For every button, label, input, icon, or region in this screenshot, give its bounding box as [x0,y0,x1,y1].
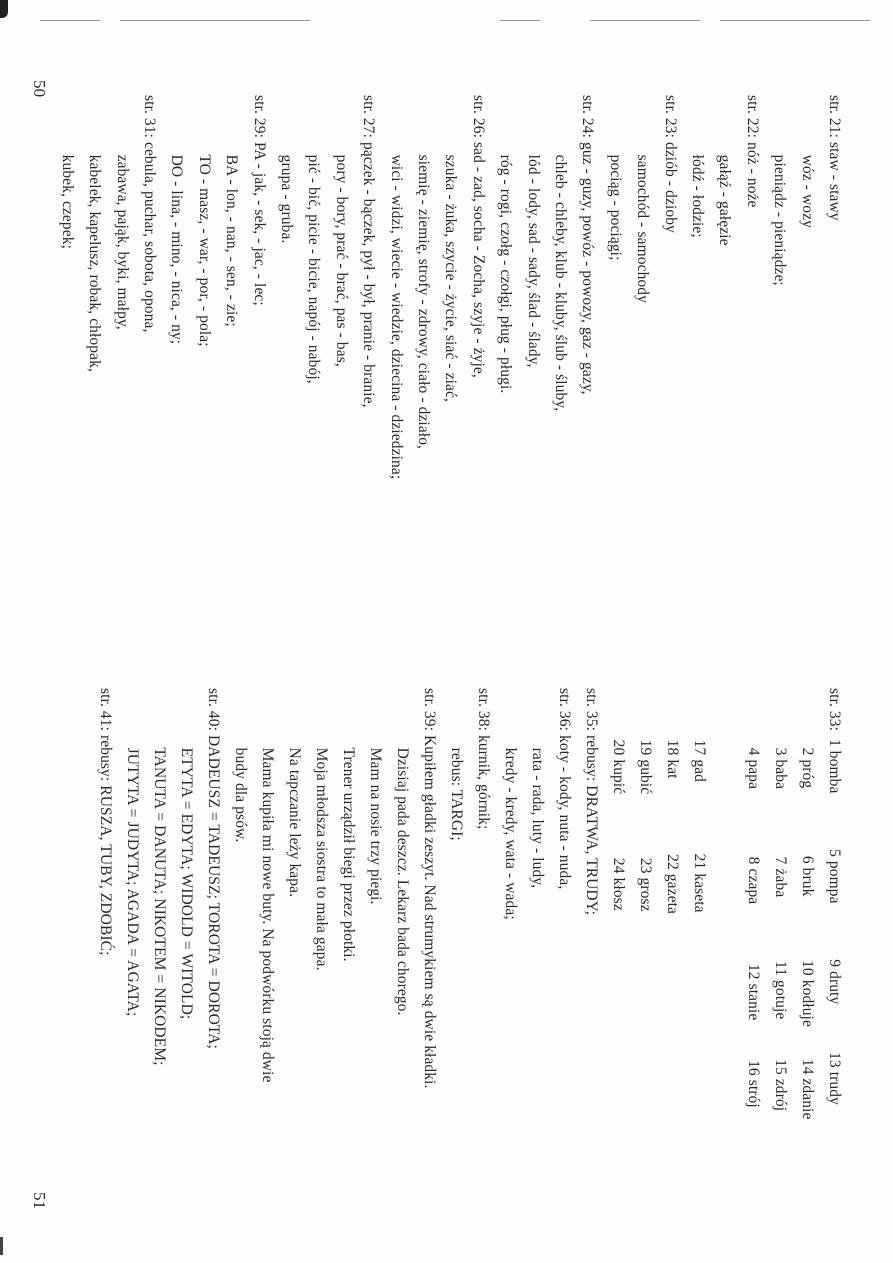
text-line: str. 24: guz - guzy, powóz - powozy, gaz - gazy, [579,95,597,395]
text-line: zabawa, pająk, byki, małpy, [113,95,131,330]
left-page-number: 50 [30,80,49,98]
text-line: wici - widzi, wiecie - wiedzie, dziecina - dziedzina; [387,95,405,480]
scan-line [120,20,310,21]
text-line: str. 39: Kupiłem gładki zeszyt. Nad strumykiem są dwie kładki. [421,688,438,1089]
text-line: samochód - samochody [634,95,652,303]
text-line: kredy - kredy, wata - wada; [502,688,519,920]
text-line: wóz - wozy [798,95,816,228]
text-line: siemię - ziemię, strofy - zdrowy, ciało - działo, [415,95,432,450]
text-line: 18 kat 22 gazeta [664,688,681,914]
text-line: kubek, czepek; [58,95,76,249]
text-line: gałąź - gałęzie [716,95,734,246]
text-line [715,688,737,1248]
text-line: rebus: TARGI; [448,688,465,841]
text-line: str. 36: koty - kody, nuta - nuda, [556,688,573,890]
text-line: 2 próg 6 bruk 10 kodłuje 14 zdanie [799,688,816,1120]
text-line: 19 gubić 23 grosz [637,688,654,912]
text-line: róg - rogi, czołg - czołgi, pług - pługi. [497,95,515,394]
text-line: chleb - chleby, klub - kluby, ślub - śluby, [552,95,569,412]
text-line: pieniądz - pieniądze; [771,95,789,286]
text-line: 17 gad 21 kaseta [691,688,708,913]
right-page-number: 51 [30,1192,49,1210]
scan-edge-mark [0,1237,3,1255]
text-line: szuka - żuka, szycie - życie, siać - ziać, [442,95,460,402]
text-line: JUTYTA = JUDYTA; AGADA = AGATA; [124,688,141,1017]
text-line: grupa - gruba. [278,95,295,244]
scan-line [40,20,100,21]
text-line: Mam na nosie trzy piegi. [367,688,384,905]
text-line: TO - masz, - war, - por, - pola; [195,95,213,347]
text-line: pić - bić, picie - bicie, napój - nabój, [305,95,323,384]
scan-corner-mark [0,0,8,18]
text-line: Moja młodsza siostra to mała gapa. [313,688,330,971]
text-line: DO - lina, - mino, - nica, - ny; [168,95,186,345]
text-line: str. 23: dziób - dzioby [661,95,679,233]
text-line: 3 baba 7 żaba 11 gotuje 15 zdrój [772,688,789,1112]
text-line: str. 38: kurnik, górnik; [475,688,492,830]
text-line: str. 26: sad - zad, socha - Zocha, szyje - żyje, [469,95,487,378]
text-line: str. 29: PA - jak, - sek, - jac, - lec; [250,95,268,306]
text-line: budy dla psów. [232,688,249,843]
text-line: kabelek, kapelusz, robak, chłopak, [86,95,104,372]
text-line: Mama kupiła mi nowe buty. Na podwórku stoją dwie [259,688,276,1083]
text-line: BA - lon, - nan, - sen, - zie; [223,95,241,327]
text-line: str. 41: rebusy: RUSZA, TUBY, ZDOBIĆ; [97,688,114,956]
text-line: Na tapczanie leży kapa. [286,688,303,898]
text-line: str. 40: DADEUSZ = TADEUSZ; TOROTA = DOROTA; [205,688,222,1049]
scan-line [720,20,870,21]
text-line: Trener urządził biegi przez płotki. [340,688,357,962]
text-line: str. 21: staw - stawy [826,95,843,221]
text-line: pociąg - pociągi; [606,95,624,261]
text-line: str. 35: rebusy: DRATWA, TRUDY; [583,688,600,916]
text-line: ETYTA = EDYTA; WIDOLD = WITOLD; [178,688,195,1020]
text-line: łódź - łodzie; [689,95,706,238]
text-line: str. 22: nóż - noże [743,95,761,208]
text-line: 4 papa 8 czapa 12 stanie 16 strój [745,688,762,1108]
scan-edge-top [0,0,893,20]
text-line: str. 33: 1 bomba 5 pompa 9 druty 13 trudy [826,688,843,1105]
scan-line [590,20,700,21]
scan-line [500,20,540,21]
text-line: TANUTA = DANUTA; NIKOTEM = NIKODEM; [151,688,168,1066]
text-line: lód - lody, sad - sady, ślad - ślady, [524,95,542,368]
text-line: str. 27: pączek - bączek, pył - był, pranie - branie, [360,95,378,408]
text-line: 20 kupić 24 kłosz [610,688,627,911]
text-line: Dzisiaj pada deszcz. Lekarz bada chorego. [394,688,411,1016]
text-line: pory - bory, prać - brać, pas - bas, [332,95,350,367]
text-line: str. 31: cebula, puchar, sobota, opona, [141,95,158,333]
text-line: rata - rada, luty - ludy, [529,688,546,889]
